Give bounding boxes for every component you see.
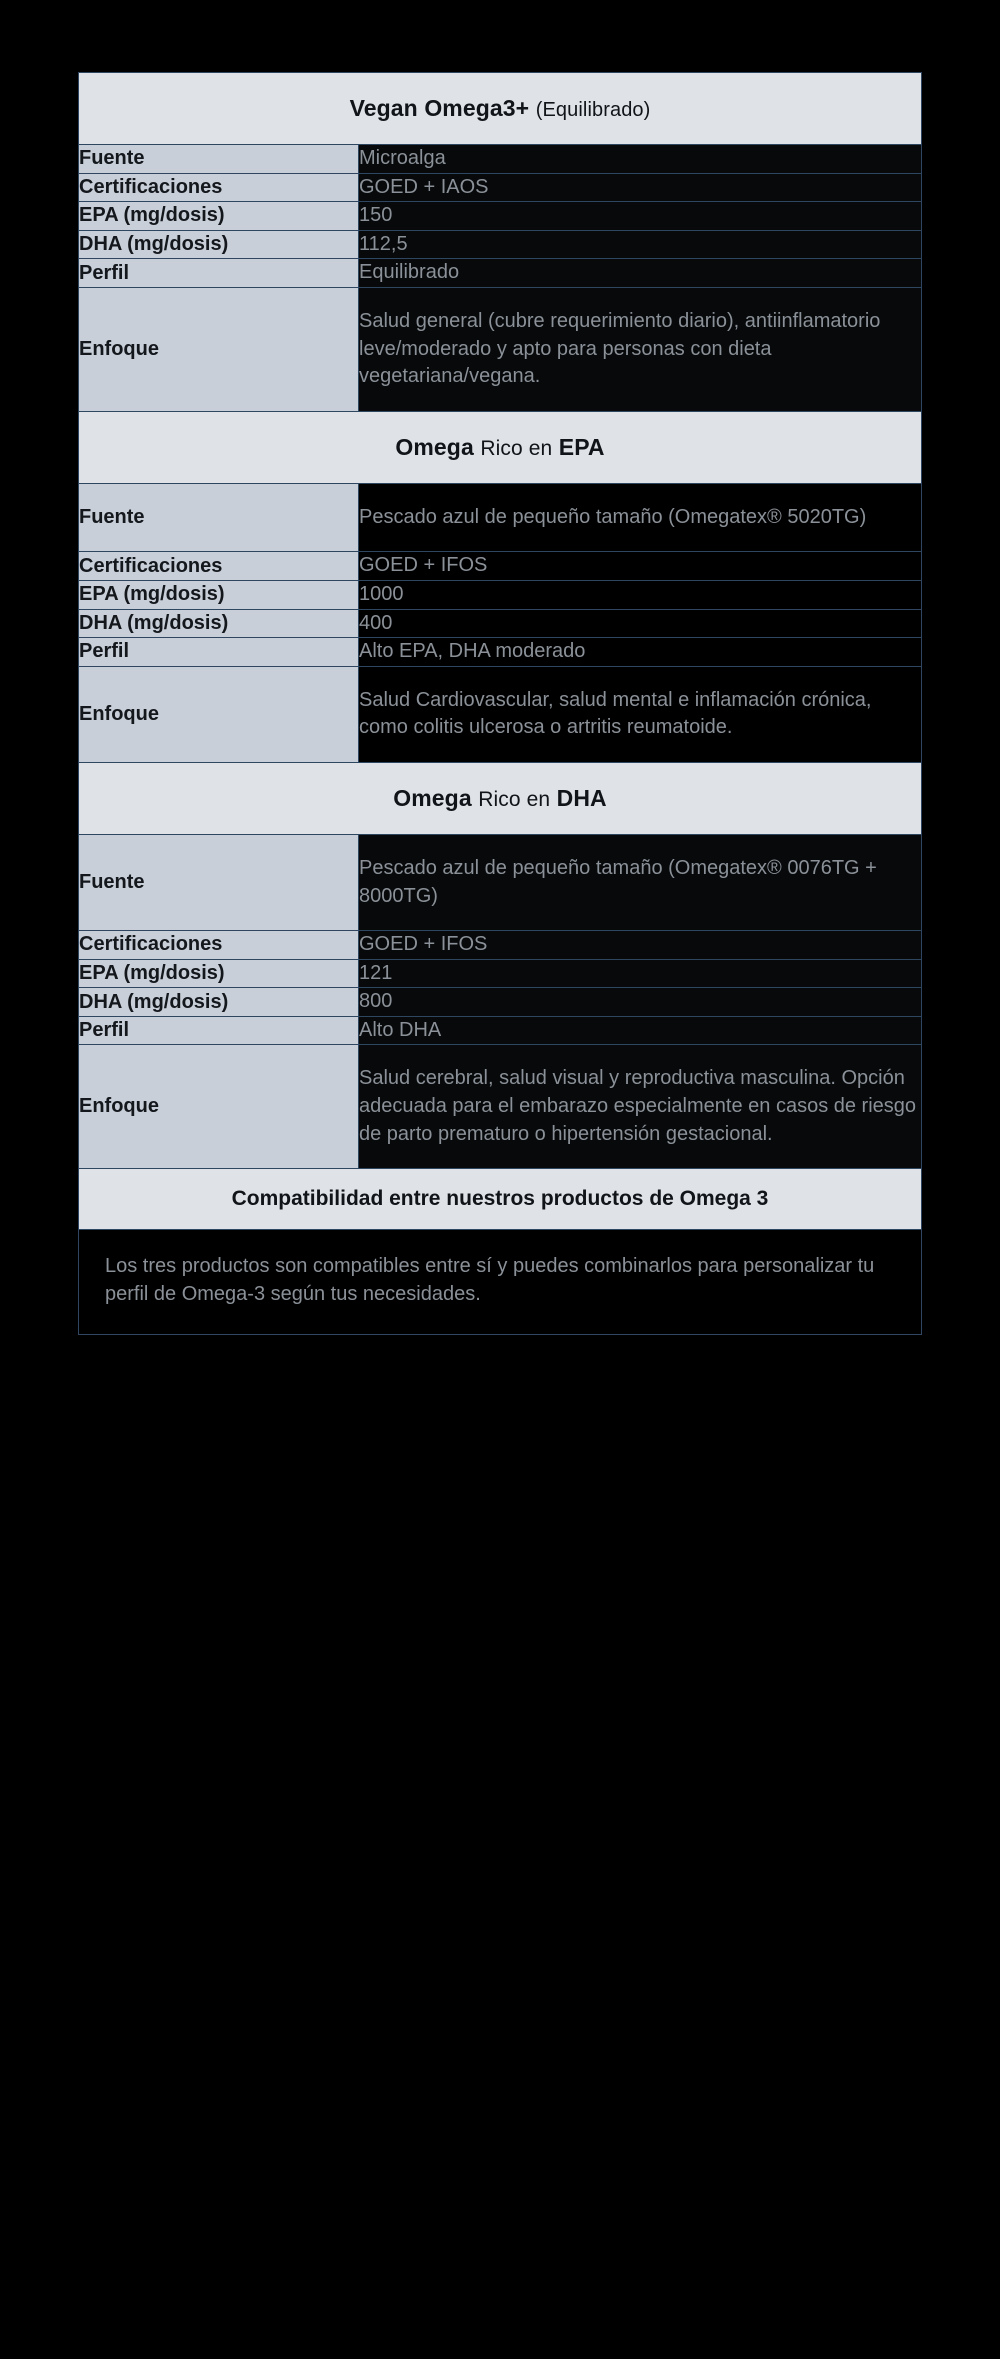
section-title-strong: Omega xyxy=(393,784,472,811)
row-value: Salud cerebral, salud visual y reproductiva masculina. Opción adecuada para el embarazo especialmente en casos de riesgo de parto prematuro o hipertensión gestacional. xyxy=(359,1045,922,1169)
compatibility-header xyxy=(79,1169,922,1230)
row-value: 400 xyxy=(359,609,922,638)
compatibility-body xyxy=(79,1230,922,1335)
row-label: EPA (mg/dosis) xyxy=(79,959,359,988)
section-title-light: Rico en xyxy=(480,436,553,460)
table-row xyxy=(79,988,922,1017)
row-label: EPA (mg/dosis) xyxy=(79,202,359,231)
table-row xyxy=(79,666,922,762)
row-label: Certificaciones xyxy=(79,931,359,960)
row-label: Enfoque xyxy=(79,1045,359,1169)
table-row xyxy=(79,834,922,930)
row-value: Pescado azul de pequeño tamaño (Omegatex® 5020TG) xyxy=(359,483,922,552)
row-label: Certificaciones xyxy=(79,552,359,581)
row-label: Fuente xyxy=(79,483,359,552)
section-title-strong-2: DHA xyxy=(556,784,607,811)
row-value: Microalga xyxy=(359,145,922,174)
table-row xyxy=(79,638,922,667)
section-title-paren: (Equilibrado) xyxy=(535,99,651,121)
row-label: Fuente xyxy=(79,834,359,930)
table-row xyxy=(79,552,922,581)
row-value: 800 xyxy=(359,988,922,1017)
row-value: Salud Cardiovascular, salud mental e inflamación crónica, como colitis ulcerosa o artritis reumatoide. xyxy=(359,666,922,762)
table-row xyxy=(79,483,922,552)
row-value: GOED + IAOS xyxy=(359,173,922,202)
row-value: Alto DHA xyxy=(359,1016,922,1045)
row-label: DHA (mg/dosis) xyxy=(79,230,359,259)
table-row xyxy=(79,1045,922,1169)
table-row xyxy=(79,1016,922,1045)
row-value: Pescado azul de pequeño tamaño (Omegatex® 0076TG + 8000TG) xyxy=(359,834,922,930)
row-label: DHA (mg/dosis) xyxy=(79,609,359,638)
row-value: 121 xyxy=(359,959,922,988)
table-row xyxy=(79,931,922,960)
row-value: GOED + IFOS xyxy=(359,552,922,581)
row-label: Perfil xyxy=(79,638,359,667)
section-title-strong-2: EPA xyxy=(558,433,605,460)
omega-comparison-table xyxy=(78,72,922,1335)
row-value: Alto EPA, DHA moderado xyxy=(359,638,922,667)
row-label: Enfoque xyxy=(79,666,359,762)
section-header-omega-epa xyxy=(79,411,922,483)
row-value: 112,5 xyxy=(359,230,922,259)
row-value: Equilibrado xyxy=(359,259,922,288)
compatibility-text: Los tres productos son compatibles entre sí y puedes combinarlos para personalizar tu perfil de Omega-3 según tus necesidades. xyxy=(79,1230,922,1335)
section-title-strong: Vegan Omega3+ xyxy=(349,95,530,121)
table-row xyxy=(79,959,922,988)
row-value: 150 xyxy=(359,202,922,231)
row-label: Certificaciones xyxy=(79,173,359,202)
section-title-strong: Omega xyxy=(395,433,474,460)
section-header-vegan-omega3 xyxy=(79,73,922,145)
table-row xyxy=(79,580,922,609)
row-label: Fuente xyxy=(79,145,359,174)
table-row xyxy=(79,173,922,202)
table-row xyxy=(79,287,922,411)
row-label: Enfoque xyxy=(79,287,359,411)
table-row xyxy=(79,609,922,638)
row-value: GOED + IFOS xyxy=(359,931,922,960)
row-label: Perfil xyxy=(79,1016,359,1045)
table-row xyxy=(79,145,922,174)
row-value: 1000 xyxy=(359,580,922,609)
row-label: EPA (mg/dosis) xyxy=(79,580,359,609)
table-row xyxy=(79,230,922,259)
table-row xyxy=(79,259,922,288)
row-label: Perfil xyxy=(79,259,359,288)
table-row xyxy=(79,202,922,231)
row-label: DHA (mg/dosis) xyxy=(79,988,359,1017)
row-value: Salud general (cubre requerimiento diario), antiinflamatorio leve/moderado y apto para personas con dieta vegetariana/vegana. xyxy=(359,287,922,411)
compatibility-title: Compatibilidad entre nuestros productos de Omega 3 xyxy=(79,1169,922,1230)
section-title-light: Rico en xyxy=(478,787,551,811)
section-header-omega-dha xyxy=(79,762,922,834)
